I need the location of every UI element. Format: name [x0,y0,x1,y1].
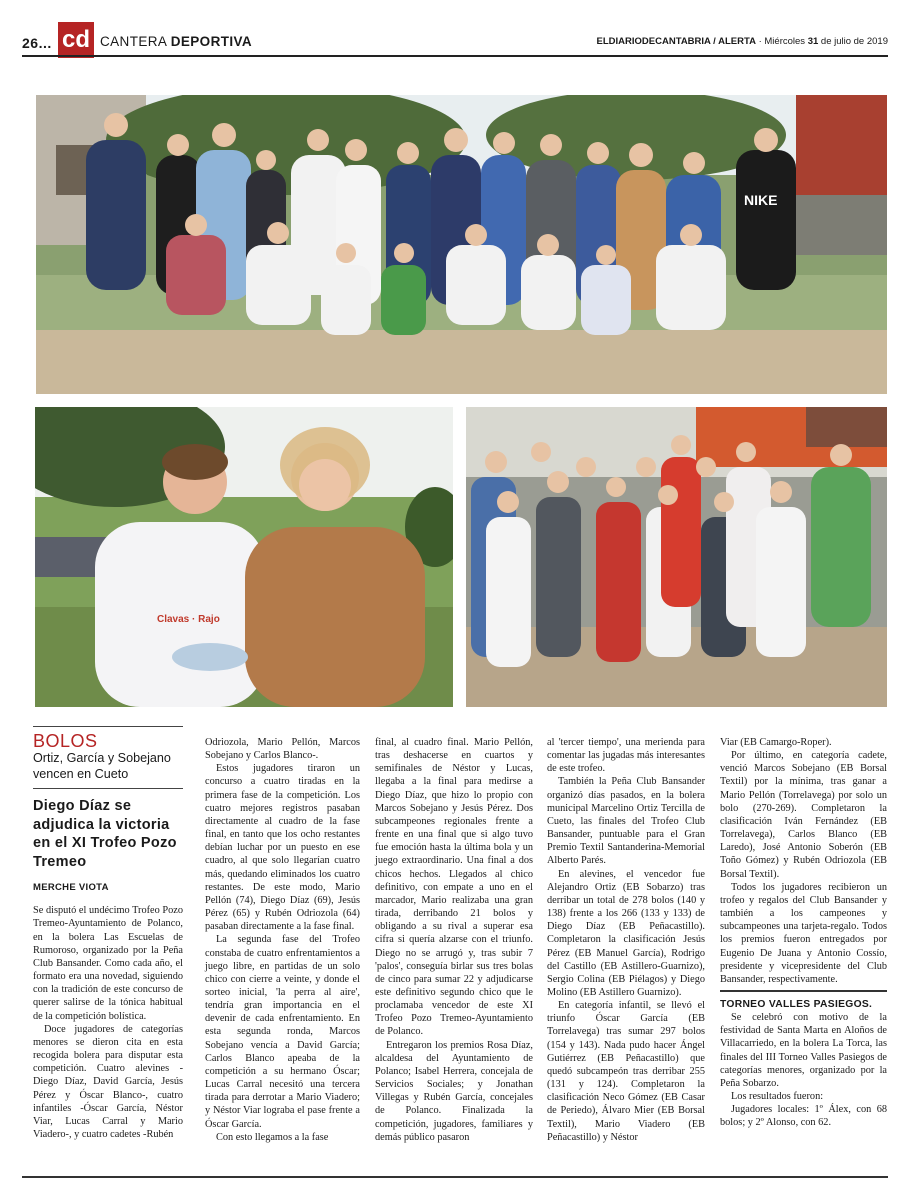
article-column-2 [205,736,360,1144]
article-byline: MERCHE VIOTA [33,882,109,894]
body-paragraph: Se celebró con motivo de la festividad de Santa Marta en Aloños de Villacarriedo, en la bolera La Torca, las finales del III Torneo Valles Pasiegos de categorías menores, organizado por la Peña Sobarzo. [720,1012,887,1089]
article-headline: Diego Díaz se adjudica la victoria en el XI Trofeo Pozo Tremeo [33,798,177,870]
body-paragraph: final, al cuadro final. Mario Pellón, tras deshacerse en cuartos y semifinales de Néstor y Lucas, llegaba a la final para medirse a Diego Díaz, que hizo lo propio con Marcos Sobejano y Jesús Pérez. Dos subcampeones regionales frente a frente en una final que si algo tuvo fue emoción hasta la última bola y un juego extraordinario. Una final a dos chicos hechos. Llegados al chico definitivo, con empate a uno en el marcador, Mario realizaba una gran tirada, derribando 21 bolos y obligando a su rival a superar esa cifra si quería alzarse con el triunfo. Diego no se arrugó y, tras subir 7 'palos', conseguía birlar sus tres bolas de cinco para sumar 22 y adjudicarse este definitivo segundo chico que le proclamaba vencedor de este XI Trofeo Pozo Tremeo-Ayuntamiento de Polanco. [375,737,533,1038]
article-subhead: Ortiz, García y Sobejano vencen en Cueto [33,751,171,782]
body-paragraph: Viar (EB Camargo-Roper). [720,737,832,748]
body-paragraph: Odriozola, Mario Pellón, Marcos Sobejano y Carlos Blanco-. [205,737,360,762]
body-paragraph: Por último, en categoría cadete, venció Marcos Sobejano (EB Borsal Textil) por la mínima, tras ganar a Mario Pellón (Torrelavega) por solo un bolo (270-269). Completaron la clasificación Iván Fernández (EB Torrelavega), Carlos Blanco (EB Laredo), José Antonio Soberón (EB Toño Gómez) y Rubén Odriozola (EB Borsal Textil). [720,750,887,880]
team-group-photo [36,95,887,394]
body-paragraph: También la Peña Club Bansander organizó días pasados, en la bolera municipal Marcelino Ortiz Tercilla de Cueto, las finales del Trofeo Club Bansander, puntuable para el Gran Premio Textil Santanderina-Memorial Alberto Parés. [547,776,705,867]
body-paragraph: En categoría infantil, se llevó el triunfo Óscar García (EB Torrelavega) tras sumar 297 bolos (154 y 143). Nada pudo hacer Ángel Gutiérrez (EB Peñacastillo) que quedó subcampeón tras derribar 255 (131 y 124). Completaron la clasificación Neco Gómez (EB Casar de Periedo), Álvaro Mier (EB Borsal Textil), Mario Viadero (EB Peñacastillo) y Néstor [547,1000,705,1143]
article-column-4 [547,736,705,1144]
sport-title: BOLOS [33,731,98,751]
body-paragraph: al 'tercer tiempo', una merienda para comentar las jugadas más interesantes de este trofeo. [547,737,705,775]
body-paragraph: En alevines, el vencedor fue Alejandro Ortiz (EB Sobarzo) tras derribar un total de 278 bolos (140 y 138) frente a los 266 (133 y 133) de Diego Díaz (EB Peñacastillo). Completaron la clasificación Jesús Pérez (EB Manuel García), Rodrigo del Castillo (EB Astillero-Guarnizo), Sergio Colina (EB Piélagos) y Diego Molino (EB Astillero Guarnizo). [547,868,705,998]
body-paragraph: Estos jugadores tiraron un concurso a cuatro tiradas en la primera fase de la competición. Los cuatro mejores registros pasaban directamente al cuadro de la fase final, en tanto que los ocho restantes debían luchar por un puesto en ese cuadro, al que solo llegarían cuatro más, quedando eliminados los cuatro restantes. De este modo, Mario Pellón (74), Diego Díaz (69), Jesús Pérez (65) y Rubén Odriozola (64) pasaban directamente a la fase final. [205,763,360,933]
body-paragraph: La segunda fase del Trofeo constaba de cuatro enfrentamientos a juego libre, en partidas de un solo chico con cierre a veinte, y donde el sorteo inicial, 'la perra al aire', tendría gran importancia en el devenir de cada enfrentamiento. En esta segunda ronda, Marcos Sobejano vencía a David García; Carlos Blanco apeaba de la competición a su hermano Óscar; Lucas Carral necesitó una tercera tirada para derrotar a Mario Viadero; y Néstor Viar lograba el pase frente a Óscar García. [205,934,360,1130]
body-paragraph: Entregaron los premios Rosa Díaz, alcaldesa del Ayuntamiento de Polanco; Isabel Herrera, concejala de Servicios Sociales; y Jonathan Villegas y Rubén García, concejales de Polanco. Finalizada la competición, jugadores, familiares y demás público pasaron [375,1039,533,1143]
column-rule [33,726,183,727]
side-heading: TORNEO VALLES PASIEGOS. [720,998,873,1010]
section-title: CANTERA DEPORTIVA [100,34,253,49]
publication-info: ELDIARIODECANTABRIA / ALERTA · Miércoles 31 de julio de 2019 [596,36,888,47]
page-header [22,22,888,62]
page-number: 26... [22,35,52,51]
body-paragraph: Se disputó el undécimo Trofeo Pozo Tremeo-Ayuntamiento de Polanco, en la bolera Las Escuelas de Rumoroso, organizado por la Peña Club Bansander. Como cada año, el formato era una novedad, siguiendo con la tradición de este concurso de querer salirse de la tónica habitual de la competición bolística. [33,905,183,1022]
article-column-3 [375,736,533,1144]
header-rule [22,55,888,57]
children-trophies-photo [466,407,887,707]
nike-logo-text: NIKE [744,192,778,208]
body-paragraph: Jugadores locales: 1º Álex, con 68 bolos; y 2º Alonso, con 62. [720,1104,887,1129]
cd-logo: cd [58,22,94,58]
section-separator [720,990,887,992]
jacket-sponsor-text: Clavas · Rajo [157,614,220,625]
article-column-5 [720,736,887,1130]
body-paragraph: Con esto llegamos a la fase [216,1131,329,1143]
body-paragraph: Los resultados fueron: [731,1091,824,1103]
bottom-rule [22,1176,888,1178]
article-column-1 [33,722,183,1141]
column-rule [33,788,183,789]
body-paragraph: Doce jugadores de categorías menores se dieron cita en esta recogida bolera para disputar esta competición. Cuatro alevines -Diego Díaz, David García, Jesús Pérez y Óscar Blanco-, cuatro infantiles -Óscar García, Néstor Viar, Lucas Carral y Mario Viadero-, y cuatro cadetes -Rubén [33,1023,183,1140]
winner-with-mayor-photo [35,407,453,707]
body-paragraph: Todos los jugadores recibieron un trofeo y regalos del Club Bansander y también a los campeones y subcampeones una tarjeta-regalo. Todos los premios fueron entregados por Eugenio De Juana y Antonio Cossío, presidente y vicepresidente del Club Bansander, respectivamente. [720,881,887,985]
